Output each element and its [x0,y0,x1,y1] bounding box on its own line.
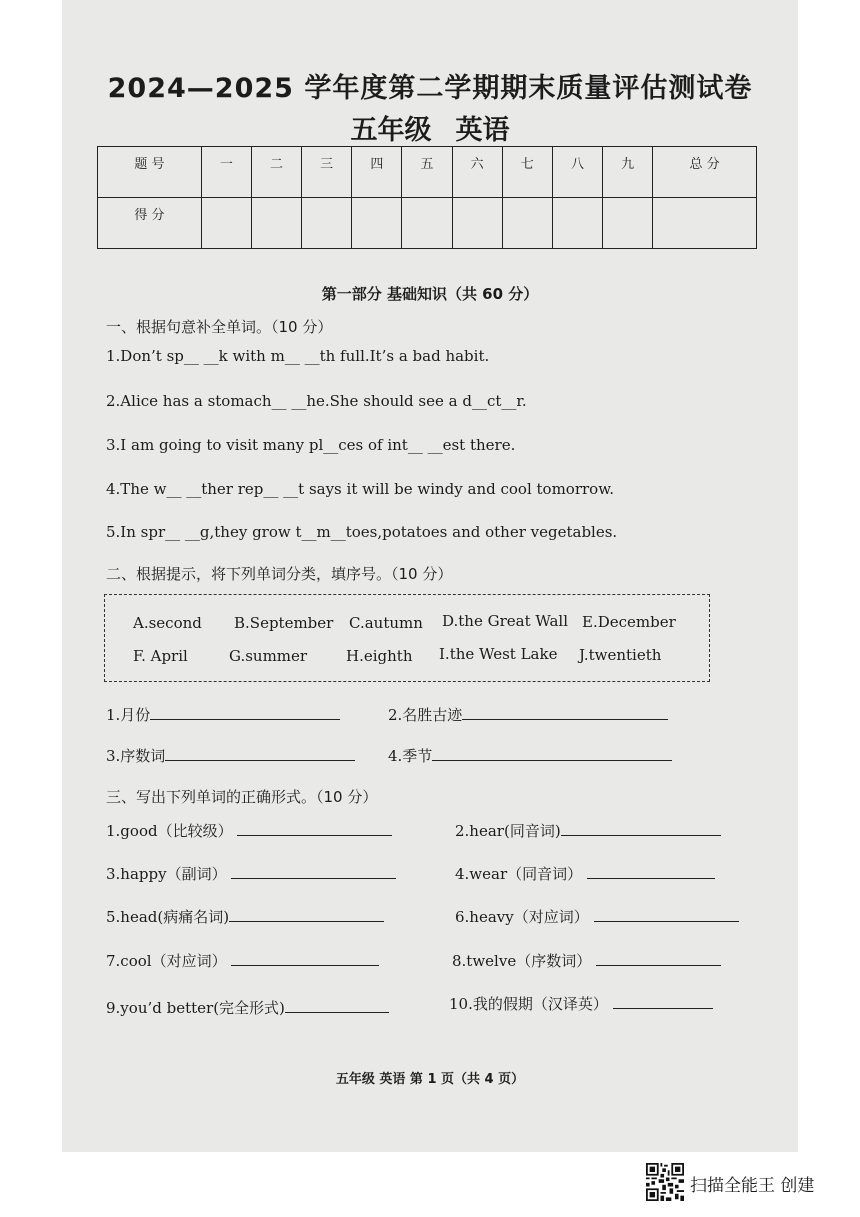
score-cell[interactable] [603,198,653,249]
answer-blank[interactable] [229,907,384,922]
exam-subtitle [62,108,798,147]
answer-blank[interactable] [462,705,668,720]
score-header-cell: 题 号 [98,147,202,198]
form-item [452,950,721,971]
answer-blank[interactable] [231,864,396,879]
score-cell[interactable] [452,198,502,249]
form-item [449,993,713,1014]
category-row [388,704,668,725]
answer-blank[interactable] [165,746,355,761]
form-item-label: 9.you’d better(完全形式) [106,999,285,1017]
grade-label: 五年级 [350,115,432,146]
form-item [106,950,379,971]
score-cell[interactable] [502,198,552,249]
form-item-label: 10.我的假期（汉译英） [449,995,608,1013]
qr-code-icon [646,1163,684,1201]
score-cell[interactable] [402,198,452,249]
category-row [106,704,340,725]
form-item [455,820,721,841]
form-item-label: 6.heavy（对应词） [455,908,589,926]
word-option: A.second [133,614,202,632]
word-option: C.autumn [349,614,423,632]
word-option: D.the Great Wall [442,612,569,630]
answer-blank[interactable] [285,998,389,1013]
score-header-cell: 一 [201,147,251,198]
category-row [106,745,355,766]
category-label: 1.月份 [106,706,151,724]
page-footer: 五年级 英语 第 1 页（共 4 页） [335,1072,525,1087]
score-cell[interactable] [251,198,301,249]
form-item [106,863,396,884]
form-item [455,863,715,884]
form-item [106,820,392,841]
category-label: 4.季节 [388,747,433,765]
score-header-cell: 三 [302,147,352,198]
score-header-cell: 四 [352,147,402,198]
word-option: B.September [234,614,334,632]
exam-title: 2024—2025 学年度第二学期期末质量评估测试卷 [107,73,753,104]
word-option: F. April [133,647,188,665]
score-table [97,146,757,249]
form-item-label: 8.twelve（序数词） [452,952,592,970]
score-cell[interactable] [552,198,602,249]
score-header-cell: 九 [603,147,653,198]
answer-blank[interactable] [596,951,721,966]
score-header-cell: 七 [502,147,552,198]
form-item-label: 3.happy（副词） [106,865,227,883]
section1-item: 3.I am going to visit many pl__ces of int__ __est there. [106,436,516,454]
scanner-brand-text: 扫描全能王 创建 [690,1176,815,1196]
score-header-cell: 总 分 [653,147,757,198]
score-row-label: 得 分 [98,198,202,249]
score-header-cell: 五 [402,147,452,198]
section1-title: 一、根据句意补全单词。（10 分） [106,318,333,336]
section1-item: 1.Don’t sp__ __k with m__ __th full.It’s a bad habit. [106,347,490,365]
answer-blank[interactable] [432,746,672,761]
category-row [388,745,672,766]
score-cell[interactable] [302,198,352,249]
word-option: G.summer [229,647,308,665]
answer-blank[interactable] [594,907,739,922]
score-cell[interactable] [653,198,757,249]
score-cell[interactable] [201,198,251,249]
word-option: J.twentieth [579,646,662,664]
answer-blank[interactable] [613,994,713,1009]
category-label: 3.序数词 [106,747,166,765]
form-item-label: 7.cool（对应词） [106,952,227,970]
category-label: 2.名胜古迹 [388,706,463,724]
word-option: E.December [582,613,676,631]
score-header-cell: 八 [552,147,602,198]
part1-heading: 第一部分 基础知识（共 60 分） [321,285,539,303]
form-item [455,906,739,927]
form-item-label: 2.hear(同音词) [455,822,561,840]
answer-blank[interactable] [561,821,721,836]
section1-item: 4.The w__ __ther rep__ __t says it will be windy and cool tomorrow. [106,480,615,498]
form-item-label: 1.good（比较级） [106,822,233,840]
section2-title: 二、根据提示，将下列单词分类，填序号。（10 分） [106,565,453,583]
form-item [106,906,384,927]
section3-title: 三、写出下列单词的正确形式。（10 分） [106,788,378,806]
word-option: H.eighth [346,647,413,665]
answer-blank[interactable] [150,705,340,720]
section1-item: 2.Alice has a stomach__ __he.She should see a d__ct__r. [106,392,527,410]
word-bank-box [104,594,710,682]
score-header-cell: 二 [251,147,301,198]
form-item-label: 5.head(病痛名词) [106,908,230,926]
score-header-cell: 六 [452,147,502,198]
form-item-label: 4.wear（同音词） [455,865,583,883]
form-item [106,997,389,1018]
score-cell[interactable] [352,198,402,249]
answer-blank[interactable] [237,821,392,836]
answer-blank[interactable] [231,951,379,966]
section1-item: 5.In spr__ __g,they grow t__m__toes,potatoes and other vegetables. [106,523,618,541]
subject-label: 英语 [455,115,510,146]
answer-blank[interactable] [587,864,715,879]
word-option: I.the West Lake [439,645,558,663]
